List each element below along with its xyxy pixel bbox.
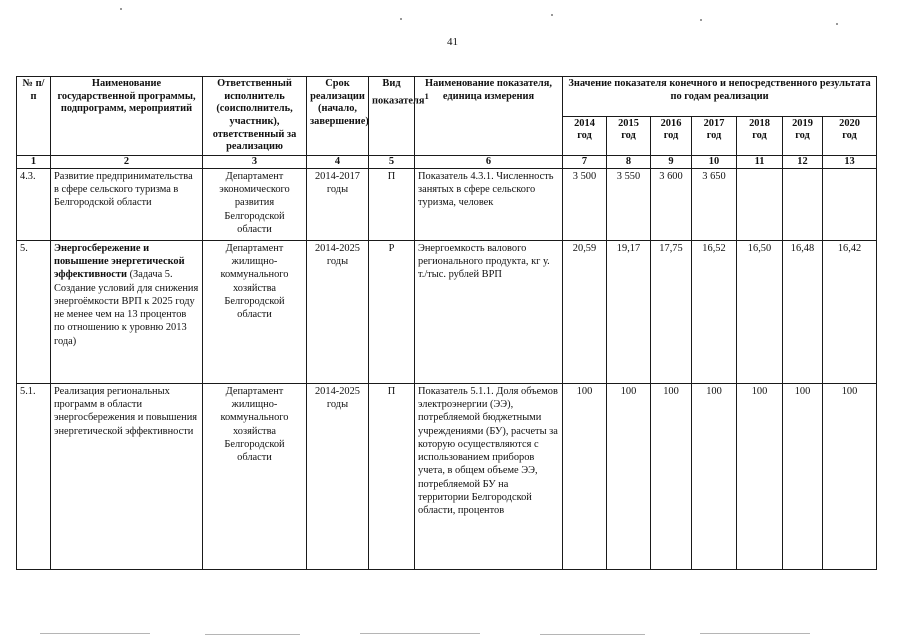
program-name: Реализация региональных программ в области энергосбережения и повышения энергетической эффективности (51, 384, 203, 570)
value-cell: 16,52 (692, 241, 737, 384)
year-label: 2017 (703, 117, 725, 129)
column-number: 3 (203, 156, 307, 169)
value-cell: 100 (692, 384, 737, 570)
value-cell: 20,59 (563, 241, 607, 384)
row-number: 5. (17, 241, 51, 384)
header-year (692, 116, 737, 156)
column-number: 4 (307, 156, 369, 169)
header-number: № п/п (17, 77, 51, 156)
scan-artifact (205, 634, 300, 635)
program-name: Развитие предпринимательства в сфере сельского туризма в Белгородской области (51, 169, 203, 241)
scan-speck (700, 19, 702, 21)
row-number: 5.1. (17, 384, 51, 570)
column-number: 12 (783, 156, 823, 169)
program-name-task: (Задача 5. Создание условий для снижения энергоёмкости ВРП к 2025 году не менее чем на 13 процентов по отношению к уровню 2013 года) (54, 269, 199, 347)
program-table (16, 76, 877, 570)
period: 2014-2017 годы (307, 169, 369, 241)
value-cell (783, 169, 823, 241)
value-cell: 17,75 (651, 241, 692, 384)
year-label: 2018 (749, 117, 770, 129)
column-number: 7 (563, 156, 607, 169)
table-row (17, 241, 877, 384)
year-unit: год (621, 130, 636, 142)
value-cell: 100 (607, 384, 651, 570)
header-year (651, 116, 692, 156)
row-number: 4.3. (17, 169, 51, 241)
executor: Департамент экономического развития Белгородской области (203, 169, 307, 241)
value-cell: 100 (737, 384, 783, 570)
column-number: 9 (651, 156, 692, 169)
year-unit: год (752, 130, 767, 142)
value-cell: 16,50 (737, 241, 783, 384)
indicator-name: Энергоемкость валового регионального продукта, кг у. т./тыс. рублей ВРП (415, 241, 563, 384)
header-year (607, 116, 651, 156)
period: 2014-2025 годы (307, 384, 369, 570)
scan-speck (836, 23, 838, 25)
value-cell: 100 (563, 384, 607, 570)
scan-speck (400, 18, 402, 20)
value-cell: 3 600 (651, 169, 692, 241)
year-unit: год (842, 130, 857, 142)
header-year (737, 116, 783, 156)
value-cell: 3 550 (607, 169, 651, 241)
value-cell: 19,17 (607, 241, 651, 384)
value-cell: 3 650 (692, 169, 737, 241)
value-cell: 3 500 (563, 169, 607, 241)
indicator-name: Показатель 5.1.1. Доля объемов электроэнергии (ЭЭ), потребляемой бюджетными учреждениями (БУ), расчеты за которую осуществляются с использованием приборов учета, в общем объеме ЭЭ, потребляемой БУ на территории Белгородской области, процентов (415, 384, 563, 570)
header-row (17, 77, 877, 117)
program-name-bold: Энергосбережение и повышение энергетической эффективности (54, 243, 185, 281)
year-unit: год (795, 130, 810, 142)
period: 2014-2025 годы (307, 241, 369, 384)
header-year (783, 116, 823, 156)
value-cell: 100 (651, 384, 692, 570)
header-values-group: Значение показателя конечного и непосредственного результата по годам реализации (563, 77, 877, 117)
year-label: 2020 (839, 117, 860, 129)
header-program-name: Наименование государственной программы, подпрограмм, мероприятий (51, 77, 203, 156)
header-indicator-kind (369, 77, 429, 156)
value-cell: 16,48 (783, 241, 823, 384)
executor: Департамент жилищно-коммунального хозяйства Белгородской области (203, 241, 307, 384)
year-label: 2015 (618, 117, 639, 129)
header-period: Срок реализации (начало, завершение) (307, 77, 369, 156)
year-label: 2019 (792, 117, 813, 129)
scan-speck (551, 14, 553, 16)
scan-artifact (40, 633, 150, 634)
header-year (563, 116, 607, 156)
value-cell (737, 169, 783, 241)
column-number: 11 (737, 156, 783, 169)
year-unit: год (577, 130, 592, 142)
column-number: 13 (823, 156, 877, 169)
footnote-marker: 1 (424, 90, 429, 101)
scan-speck (120, 8, 122, 10)
scan-artifact (540, 634, 645, 635)
header-year (823, 116, 877, 156)
value-cell: 16,42 (823, 241, 877, 384)
header-indicator-kind-label: Вид показателя (372, 78, 425, 107)
indicator-name: Показатель 4.3.1. Численность занятых в сфере сельского туризма, человек (415, 169, 563, 241)
scan-artifact (360, 633, 480, 634)
executor: Департамент жилищно-коммунального хозяйства Белгородской области (203, 384, 307, 570)
header-indicator-name: Наименование показателя, единица измерения (415, 77, 563, 156)
column-number: 5 (369, 156, 415, 169)
column-numbers-row (17, 156, 877, 169)
column-number: 6 (415, 156, 563, 169)
column-number: 8 (607, 156, 651, 169)
page-number: 41 (447, 36, 458, 48)
value-cell: 100 (783, 384, 823, 570)
year-unit: год (706, 130, 722, 142)
year-unit: год (663, 130, 679, 142)
header-executor: Ответственный исполнитель (соисполнитель, участник), ответственный за реализацию (203, 77, 307, 156)
table-row (17, 384, 877, 570)
indicator-kind: П (369, 384, 415, 570)
year-label: 2014 (574, 117, 595, 129)
year-label: 2016 (660, 117, 682, 129)
column-number: 1 (17, 156, 51, 169)
column-number: 2 (51, 156, 203, 169)
indicator-kind: П (369, 169, 415, 241)
column-number: 10 (692, 156, 737, 169)
program-name (51, 241, 203, 384)
table-row (17, 169, 877, 241)
indicator-kind: Р (369, 241, 415, 384)
value-cell: 100 (823, 384, 877, 570)
scan-artifact (700, 633, 810, 634)
value-cell (823, 169, 877, 241)
